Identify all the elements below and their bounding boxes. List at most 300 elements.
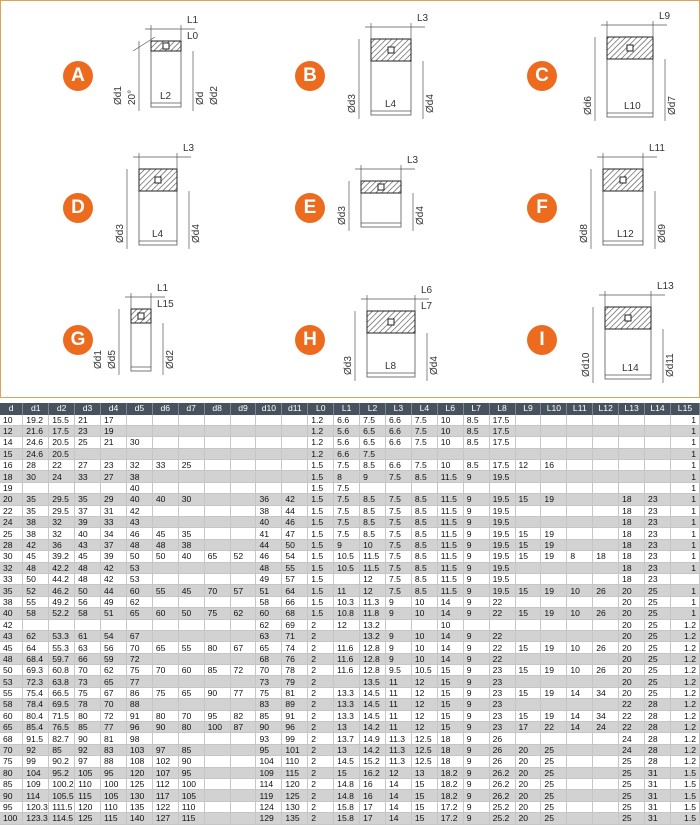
seal-cross-section-drawing [563,9,693,137]
table-cell: 26 [593,665,619,676]
column-header: L6 [437,403,463,415]
diagram-letter-badge: I [527,325,557,355]
table-cell: 124 [256,801,282,812]
table-cell: 108 [126,756,152,767]
table-cell: 16 [0,460,23,471]
table-cell: 11.5 [360,562,386,573]
table-cell [256,471,282,482]
table-cell [75,619,101,630]
table-cell: 9 [463,551,489,562]
table-cell: 14.8 [334,790,360,801]
table-cell: 80 [0,767,23,778]
table-row [0,494,700,505]
table-cell: 61 [75,630,101,641]
table-cell: 32 [126,460,152,471]
table-cell: 96 [282,722,308,733]
table-cell [178,699,204,710]
table-cell: 7.5 [334,460,360,471]
table-cell: 20 [619,665,645,676]
table-cell: 29.5 [49,494,75,505]
table-cell: 2 [308,630,334,641]
table-cell: 95 [256,744,282,755]
table-cell: 23 [101,460,127,471]
table-cell: 68 [282,608,308,619]
table-cell [567,517,593,528]
dimension-label-right: Ød7 [667,96,678,115]
table-cell: 10.5 [411,665,437,676]
table-cell: 1.2 [308,448,334,459]
table-cell: 11 [334,585,360,596]
table-cell [515,562,541,573]
column-header: L14 [645,403,671,415]
table-cell: 7.5 [411,437,437,448]
table-cell: 18 [619,539,645,550]
table-cell: 25 [645,630,671,641]
table-row [0,767,700,778]
table-cell: 10 [567,585,593,596]
table-cell: 9 [463,665,489,676]
table-cell: 102 [152,756,178,767]
table-cell: 8.5 [360,494,386,505]
table-cell: 54 [101,630,127,641]
table-cell: 31 [645,790,671,801]
table-cell: 105 [101,790,127,801]
table-cell [230,790,256,801]
table-cell: 7.5 [334,517,360,528]
table-cell: 11 [385,687,411,698]
table-cell [593,528,619,539]
table-cell [567,790,593,801]
table-cell: 12 [385,767,411,778]
table-cell [567,471,593,482]
table-cell: 11.6 [334,653,360,664]
table-cell: 25 [541,801,567,812]
table-cell [204,505,230,516]
table-cell: 125 [126,779,152,790]
column-header: L8 [489,403,515,415]
table-row [0,722,700,733]
table-cell: 6.6 [334,415,360,426]
dimension-label-bottom: L8 [385,361,397,372]
table-cell: 1 [670,425,699,436]
table-cell: 96 [126,722,152,733]
table-cell: 92 [75,744,101,755]
table-cell: 13 [334,744,360,755]
column-header: d5 [126,403,152,415]
table-cell: 14 [437,653,463,664]
table-cell [541,573,567,584]
table-cell: 8.5 [360,505,386,516]
table-cell: 10 [411,608,437,619]
table-cell: 7.5 [411,460,437,471]
table-cell: 39 [75,517,101,528]
table-cell: 6.5 [360,437,386,448]
table-cell: 22 [489,630,515,641]
table-cell [541,437,567,448]
table-cell: 105.5 [49,790,75,801]
table-cell: 10 [567,665,593,676]
table-cell: 33 [152,460,178,471]
table-cell: 9 [385,642,411,653]
table-cell [567,573,593,584]
table-cell: 15 [411,779,437,790]
table-cell [515,482,541,493]
table-cell [178,562,204,573]
table-cell [204,619,230,630]
table-cell: 14.5 [360,687,386,698]
table-cell: 110 [178,801,204,812]
table-cell: 52.2 [49,608,75,619]
table-cell: 48 [23,562,49,573]
table-cell: 18.2 [437,767,463,778]
table-cell: 11.5 [437,471,463,482]
table-cell: 41 [256,528,282,539]
table-cell: 68 [256,653,282,664]
table-cell: 7.5 [334,528,360,539]
table-cell [619,425,645,436]
table-cell [230,756,256,767]
table-cell: 8 [334,471,360,482]
table-cell: 100 [101,779,127,790]
table-cell: 80 [75,710,101,721]
table-cell [204,425,230,436]
table-cell: 39.2 [49,551,75,562]
dimension-label-top: L15 [157,299,174,310]
table-cell: 67 [230,642,256,653]
table-cell: 25 [619,801,645,812]
table-cell [541,482,567,493]
table-cell: 28 [23,460,49,471]
table-cell: 86 [126,687,152,698]
table-cell: 71.5 [49,710,75,721]
table-cell [256,415,282,426]
table-cell: 85 [49,744,75,755]
table-cell: 81 [282,687,308,698]
table-cell: 8.5 [360,460,386,471]
table-cell [204,482,230,493]
table-cell: 34 [101,528,127,539]
table-cell: 64 [282,585,308,596]
table-cell: 11.8 [360,608,386,619]
table-cell: 23 [645,562,671,573]
table-cell: 72 [230,665,256,676]
table-cell: 1.2 [670,619,699,630]
table-cell [178,573,204,584]
table-cell: 33 [75,471,101,482]
table-cell: 18 [437,744,463,755]
table-row [0,585,700,596]
table-cell: 103 [126,744,152,755]
table-cell [101,619,127,630]
table-cell: 2 [308,801,334,812]
table-cell: 120 [282,779,308,790]
table-cell: 14.5 [360,710,386,721]
table-cell: 64 [23,642,49,653]
table-cell: 44 [256,539,282,550]
table-cell: 85 [204,665,230,676]
table-cell [282,415,308,426]
table-cell: 62 [256,619,282,630]
table-cell: 34 [593,687,619,698]
table-cell: 58 [23,608,49,619]
table-cell: 1 [670,505,699,516]
table-cell: 95.2 [49,767,75,778]
table-cell: 9 [463,790,489,801]
table-cell [593,415,619,426]
table-cell: 8.5 [411,505,437,516]
diagram-g [1,273,233,405]
table-cell [541,415,567,426]
seal-cross-section-drawing [331,141,461,269]
table-cell: 20 [619,596,645,607]
table-cell: 22 [541,722,567,733]
table-cell [152,471,178,482]
table-cell: 88 [126,699,152,710]
table-cell: 104 [23,767,49,778]
table-cell [230,471,256,482]
table-cell [152,653,178,664]
table-cell: 123.3 [23,813,49,824]
dimension-label-left: Ød8 [579,224,590,243]
table-row [0,460,700,471]
table-cell [230,767,256,778]
column-header: L10 [541,403,567,415]
seal-cross-section-drawing [331,9,461,137]
table-cell: 6.6 [385,437,411,448]
table-cell: 60 [0,710,23,721]
table-cell: 75 [126,665,152,676]
table-cell [152,505,178,516]
seal-cross-section-drawing [99,141,229,269]
table-cell [75,448,101,459]
table-cell: 20 [0,494,23,505]
table-cell: 49.2 [49,596,75,607]
table-cell: 36 [256,494,282,505]
table-cell: 13 [334,722,360,733]
table-cell [645,425,671,436]
table-row [0,653,700,664]
column-header: d10 [256,403,282,415]
table-cell: 35 [75,494,101,505]
table-cell: 85 [75,722,101,733]
table-row [0,756,700,767]
table-cell [178,517,204,528]
table-cell: 25 [645,585,671,596]
table-cell: 66.5 [49,687,75,698]
table-cell: 95 [0,801,23,812]
table-cell: 100 [178,779,204,790]
table-cell: 15.5 [49,415,75,426]
table-cell: 89 [282,699,308,710]
table-cell: 135 [282,813,308,824]
table-cell: 20 [619,630,645,641]
table-cell: 105 [75,767,101,778]
table-cell: 1.2 [670,676,699,687]
table-cell: 20 [515,767,541,778]
table-cell: 77 [101,722,127,733]
seal-cross-section-drawing [563,141,693,269]
table-cell [230,415,256,426]
table-cell: 120 [126,767,152,778]
table-cell: 19.5 [489,517,515,528]
table-cell [567,676,593,687]
table-cell: 57 [230,585,256,596]
table-cell [126,448,152,459]
table-cell: 49 [256,573,282,584]
table-row [0,630,700,641]
dimension-label-bottom: L12 [617,229,634,240]
table-cell: 25 [645,608,671,619]
table-cell: 65 [101,676,127,687]
table-cell: 7.5 [385,539,411,550]
table-cell: 8.5 [411,494,437,505]
dimension-label-right: Ød2 [209,86,220,105]
table-cell: 1 [670,551,699,562]
table-cell [75,482,101,493]
table-cell: 50 [126,551,152,562]
table-cell [334,676,360,687]
table-cell: 9 [463,653,489,664]
table-row [0,608,700,619]
column-header: d6 [152,403,178,415]
table-cell [541,425,567,436]
table-cell: 55 [23,596,49,607]
diagram-f [465,141,697,273]
table-cell [178,482,204,493]
column-header: d1 [23,403,49,415]
table-cell: 15 [515,687,541,698]
table-cell [230,779,256,790]
table-cell [567,733,593,744]
column-header: d11 [282,403,308,415]
table-cell [230,813,256,824]
table-cell: 11.5 [437,505,463,516]
table-cell: 70 [178,710,204,721]
table-cell: 1 [670,448,699,459]
table-cell [282,425,308,436]
table-cell: 8 [567,551,593,562]
dimension-label-bottom: L2 [160,91,172,102]
table-cell: 11.5 [437,494,463,505]
table-cell: 14.5 [360,699,386,710]
table-cell [593,471,619,482]
table-cell: 53.3 [49,630,75,641]
table-cell: 9 [385,653,411,664]
table-cell: 1 [670,539,699,550]
table-cell: 50 [75,585,101,596]
table-cell: 1.5 [308,460,334,471]
table-cell [282,482,308,493]
table-cell [619,437,645,448]
table-cell: 23 [645,528,671,539]
table-cell: 1.5 [670,779,699,790]
table-cell: 1.2 [308,415,334,426]
table-cell [670,573,699,584]
table-cell: 46 [282,517,308,528]
table-cell: 70 [101,699,127,710]
table-cell [230,744,256,755]
table-cell [515,699,541,710]
table-cell: 44.2 [49,573,75,584]
table-cell: 90 [0,790,23,801]
table-cell: 125 [282,790,308,801]
table-cell [230,733,256,744]
table-cell: 10 [411,642,437,653]
table-cell: 15 [334,767,360,778]
table-cell: 65 [0,722,23,733]
table-cell: 15 [515,642,541,653]
table-cell: 100 [204,722,230,733]
table-cell: 12 [411,676,437,687]
table-cell [230,699,256,710]
table-cell: 1 [670,562,699,573]
table-cell: 14 [437,608,463,619]
table-cell [567,756,593,767]
table-cell: 40 [152,494,178,505]
table-cell: 10 [411,596,437,607]
diagram-panel [0,0,700,398]
table-cell: 24 [593,722,619,733]
table-cell: 23 [645,505,671,516]
table-cell: 9 [463,767,489,778]
table-cell [567,744,593,755]
table-cell: 8.5 [411,551,437,562]
table-cell: 9 [463,687,489,698]
column-header: L4 [411,403,437,415]
table-cell: 8.5 [463,425,489,436]
table-cell [593,448,619,459]
table-cell [567,699,593,710]
table-cell: 9 [463,608,489,619]
table-row [0,596,700,607]
table-cell [230,801,256,812]
table-row [0,687,700,698]
table-cell: 31 [645,767,671,778]
table-cell: 91.5 [23,733,49,744]
table-cell [230,528,256,539]
table-cell: 19 [541,608,567,619]
table-cell [230,573,256,584]
table-cell: 20 [619,608,645,619]
dimension-label-left: 20° [127,89,138,105]
table-cell [645,471,671,482]
table-cell: 85.4 [23,722,49,733]
table-cell: 20 [515,790,541,801]
table-cell: 2 [308,744,334,755]
table-cell: 23 [489,676,515,687]
table-cell: 9 [463,710,489,721]
table-cell: 15 [411,813,437,824]
table-cell: 30 [126,437,152,448]
table-cell: 30 [178,494,204,505]
table-row [0,482,700,493]
table-cell: 12 [411,699,437,710]
table-cell [541,653,567,664]
table-cell: 19.5 [489,585,515,596]
table-cell [593,460,619,471]
table-cell: 30 [23,471,49,482]
table-cell: 2 [308,756,334,767]
table-cell: 43 [0,630,23,641]
table-cell: 26 [489,744,515,755]
dimension-label-right: Ød11 [665,353,676,377]
table-cell: 10 [411,630,437,641]
table-cell: 26 [489,733,515,744]
table-cell [152,676,178,687]
table-cell: 1 [670,494,699,505]
table-cell: 19 [541,710,567,721]
table-cell: 22 [49,460,75,471]
